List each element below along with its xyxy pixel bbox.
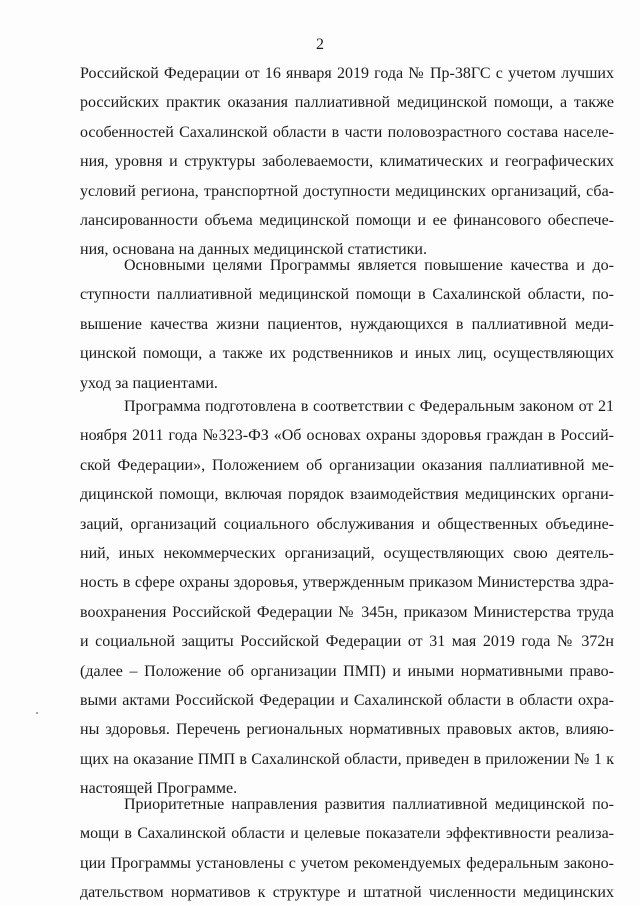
paragraph-line: Приоритетные направления развития паллиативной медицинской по- <box>124 796 614 813</box>
paragraph-line: дательством нормативов к структуре и штатной численности медицинских <box>80 884 614 902</box>
paragraph-line: и социальной защиты Российской Федерации от 31 мая 2019 года № 372н <box>80 633 614 651</box>
paragraph-line: воохранения Российской Федерации № 345н, приказом Министерства труда <box>80 603 614 621</box>
paragraph-4 <box>80 790 614 908</box>
paragraph-line: Программа подготовлена в соответствии с Федеральным законом от 21 <box>124 398 614 415</box>
paragraph-line: ноября 2011 года №323-ФЗ «Об основах охраны здоровья граждан в Россий- <box>80 427 614 445</box>
paragraph-line: ний, иных некоммерческих организаций, осуществляющих свою деятель- <box>80 544 614 562</box>
paragraph-line: заций, организаций социального обслуживания и общественных объедине- <box>80 515 614 533</box>
scan-artifact <box>36 712 38 714</box>
paragraph-line: щих на оказание ПМП в Сахалинской области, приведен в приложении № 1 к <box>80 750 614 768</box>
paragraph-line: Основными целями Программы является повышение качества и до- <box>124 257 614 274</box>
paragraph-line: условий региона, транспортной доступности медицинских организаций, сба- <box>80 182 614 200</box>
paragraph-line: ность в сфере охраны здоровья, утвержденным приказом Министерства здра- <box>80 574 614 592</box>
paragraph-line: вышение качества жизни пациентов, нуждающихся в паллиативной меди- <box>80 315 614 333</box>
paragraph-3 <box>80 392 614 803</box>
paragraph-line: настоящей Программе. <box>80 780 238 798</box>
paragraph-line: цинской помощи, а также их родственников и иных лиц, осуществляющих <box>80 345 614 363</box>
paragraph-2 <box>80 251 614 398</box>
paragraph-line: ции Программы установлены с учетом рекомендуемых федеральным законо- <box>80 854 614 872</box>
page-number: 2 <box>316 36 324 53</box>
paragraph-line: уход за пациентами. <box>80 374 218 392</box>
paragraph-line: лансированности объема медицинской помощи и ее финансового обеспече- <box>80 211 614 229</box>
paragraph-line: Российской Федерации от 16 января 2019 года № Пр-38ГС с учетом лучших <box>80 65 614 82</box>
paragraph-line: ны здоровья. Перечень региональных нормативных правовых актов, влияю- <box>80 721 614 739</box>
paragraph-line: ния, уровня и структуры заболеваемости, климатических и географических <box>80 153 614 171</box>
paragraph-line: (далее – Положение об организации ПМП) и иными нормативными право- <box>80 662 614 680</box>
paragraph-line: выми актами Российской Федерации и Сахалинской области в области охра- <box>80 691 614 709</box>
paragraph-line: ния, основана на данных медицинской статистики. <box>80 241 427 259</box>
paragraph-line: ступности паллиативной медицинской помощи в Сахалинской области, по- <box>80 286 614 304</box>
paragraph-line: особенностей Сахалинской области в части половозрастного состава населе- <box>80 123 614 141</box>
paragraph-line: ской Федерации», Положением об организации оказания паллиативной ме- <box>80 456 614 474</box>
paragraph-line: российских практик оказания паллиативной медицинской помощи, а также <box>80 94 614 112</box>
paragraph-line: дицинской помощи, включая порядок взаимодействия медицинских органи- <box>80 486 614 504</box>
paragraph-1 <box>80 59 614 265</box>
paragraph-line: мощи в Сахалинской области и целевые показатели эффективности реализа- <box>80 825 614 843</box>
